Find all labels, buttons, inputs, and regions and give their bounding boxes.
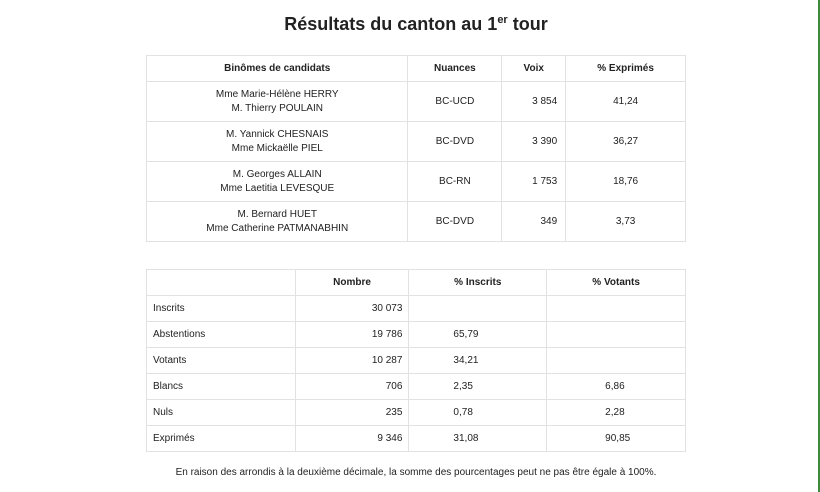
page-title	[0, 14, 820, 35]
row-label: Nuls	[147, 400, 296, 426]
candidate-name: M. Bernard HUET	[237, 208, 317, 220]
candidates-table	[146, 55, 686, 242]
row-label: Votants	[147, 348, 296, 374]
candidate-pair	[147, 202, 408, 242]
header-empty	[147, 270, 296, 296]
header-pct-votants: % Votants	[547, 270, 686, 296]
voix-cell: 349	[502, 202, 566, 242]
table-row	[147, 162, 686, 202]
participation-header-row	[147, 270, 686, 296]
header-voix: Voix	[502, 56, 566, 82]
pct-inscrits-cell: 34,21	[409, 348, 547, 374]
page-title-superscript: er	[497, 14, 508, 26]
pct-exprimes-cell: 3,73	[566, 202, 686, 242]
participation-table	[146, 269, 686, 452]
table-row	[147, 82, 686, 122]
pct-inscrits-cell: 65,79	[409, 322, 547, 348]
nombre-cell: 30 073	[295, 296, 409, 322]
candidate-pair	[147, 82, 408, 122]
pct-votants-cell: 6,86	[547, 374, 686, 400]
nuance-cell: BC-RN	[408, 162, 502, 202]
table-row	[147, 400, 686, 426]
candidate-name: M. Thierry POULAIN	[231, 102, 323, 114]
header-binomes: Binômes de candidats	[147, 56, 408, 82]
candidate-pair	[147, 122, 408, 162]
pct-inscrits-cell: 0,78	[409, 400, 547, 426]
header-pct-exprimes: % Exprimés	[566, 56, 686, 82]
row-label: Blancs	[147, 374, 296, 400]
pct-votants-cell	[547, 322, 686, 348]
row-label: Inscrits	[147, 296, 296, 322]
nombre-cell: 9 346	[295, 426, 409, 452]
voix-cell: 3 390	[502, 122, 566, 162]
candidates-header-row	[147, 56, 686, 82]
candidate-name: Mme Laetitia LEVESQUE	[220, 182, 335, 194]
pct-exprimes-cell: 36,27	[566, 122, 686, 162]
voix-cell: 3 854	[502, 82, 566, 122]
pct-votants-cell	[547, 296, 686, 322]
table-row	[147, 122, 686, 162]
row-label: Abstentions	[147, 322, 296, 348]
nombre-cell: 19 786	[295, 322, 409, 348]
pct-votants-cell: 2,28	[547, 400, 686, 426]
candidate-pair	[147, 162, 408, 202]
voix-cell: 1 753	[502, 162, 566, 202]
nuance-cell: BC-UCD	[408, 82, 502, 122]
pct-inscrits-cell	[409, 296, 547, 322]
pct-exprimes-cell: 18,76	[566, 162, 686, 202]
table-row	[147, 426, 686, 452]
header-nombre: Nombre	[295, 270, 409, 296]
table-row	[147, 374, 686, 400]
nombre-cell: 235	[295, 400, 409, 426]
rounding-footnote: En raison des arrondis à la deuxième décimale, la somme des pourcentages peut ne pas être égale à 100%.	[175, 467, 657, 478]
table-row	[147, 202, 686, 242]
header-nuances: Nuances	[408, 56, 502, 82]
header-pct-inscrits: % Inscrits	[409, 270, 547, 296]
pct-votants-cell: 90,85	[547, 426, 686, 452]
row-label: Exprimés	[147, 426, 296, 452]
pct-inscrits-cell: 31,08	[409, 426, 547, 452]
pct-votants-cell	[547, 348, 686, 374]
page-title-text: Résultats du canton au 1	[284, 14, 498, 34]
page-title-suffix: tour	[507, 14, 548, 34]
table-row	[147, 296, 686, 322]
candidate-name: Mme Mickaëlle PIEL	[231, 142, 323, 154]
nuance-cell: BC-DVD	[408, 202, 502, 242]
nuance-cell: BC-DVD	[408, 122, 502, 162]
candidate-name: Mme Catherine PATMANABHIN	[206, 222, 349, 234]
pct-inscrits-cell: 2,35	[409, 374, 547, 400]
nombre-cell: 10 287	[295, 348, 409, 374]
table-row	[147, 348, 686, 374]
nombre-cell: 706	[295, 374, 409, 400]
candidate-name: Mme Marie-Hélène HERRY	[215, 88, 339, 100]
candidate-name: M. Yannick CHESNAIS	[226, 128, 329, 140]
pct-exprimes-cell: 41,24	[566, 82, 686, 122]
candidate-name: M. Georges ALLAIN	[232, 168, 322, 180]
table-row	[147, 322, 686, 348]
